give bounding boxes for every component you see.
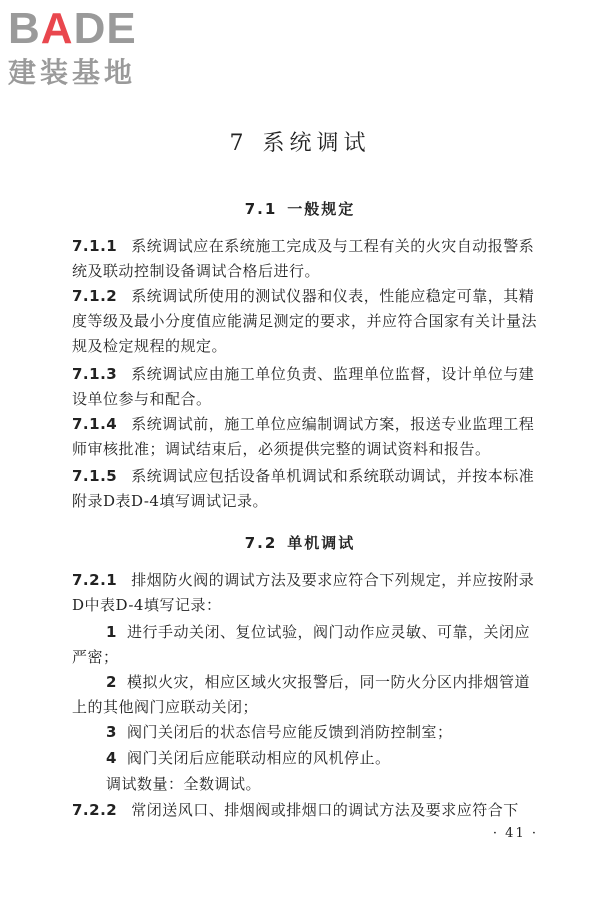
section-title-7-2: 7.2 单机调试 <box>244 534 356 552</box>
clause-7-1-3: 7.1.3 系统调试应由施工单位负责、监理单位监督，设计单位与建设单位参与和配合。 <box>72 365 535 408</box>
clause-7-2-1: 7.2.1 排烟防火阀的调试方法及要求应符合下列规定，并应按附录D中表D-4填写记录： <box>72 571 535 614</box>
list-item-1: 1 进行手动关闭、复位试验，阀门动作应灵敏、可靠，关闭应严密； <box>72 623 530 666</box>
clause-7-1-1: 7.1.1 系统调试应在系统施工完成及与工程有关的火灾自动报警系统及联动控制设备调试合格后进行。 <box>72 237 535 280</box>
clause-7-1-4: 7.1.4 系统调试前，施工单位应编制调试方案，报送专业监理工程师审核批准；调试结束后，必须提供完整的调试资料和报告。 <box>72 415 535 458</box>
clause-7-1-5: 7.1.5 系统调试应包括设备单机调试和系统联动调试，并按本标准附录D表D-4填写调试记录。 <box>72 467 535 510</box>
section-title-7-1: 7.1 一般规定 <box>244 200 356 218</box>
chapter-title <box>0 128 600 160</box>
brand-logo <box>8 4 178 90</box>
chapter-number: 7 <box>229 131 249 156</box>
clause-7-1-2: 7.1.2 系统调试所使用的测试仪器和仪表，性能应稳定可靠，其精度等级及最小分度值应能满足测定的要求，并应符合国家有关计量法规及检定规程的规定。 <box>72 287 538 355</box>
test-quantity: 调试数量：全数调试。 <box>106 775 262 793</box>
logo-wordmark: BADE <box>8 4 137 53</box>
list-item-3: 3 阀门关闭后的状态信号应能反馈到消防控制室； <box>106 723 453 741</box>
list-item-4: 4 阀门关闭后应能联动相应的风机停止。 <box>106 749 391 767</box>
list-item-2: 2 模拟火灾，相应区域火灾报警后，同一防火分区内排烟管道上的其他阀门应联动关闭； <box>72 673 530 716</box>
page-number: · 41 · <box>492 826 538 841</box>
logo-subtitle: 建装基地 <box>8 56 137 89</box>
clause-7-2-2: 7.2.2 常闭送风口、排烟阀或排烟口的调试方法及要求应符合下 <box>72 801 519 819</box>
chapter-heading: 系统调试 <box>262 131 371 156</box>
